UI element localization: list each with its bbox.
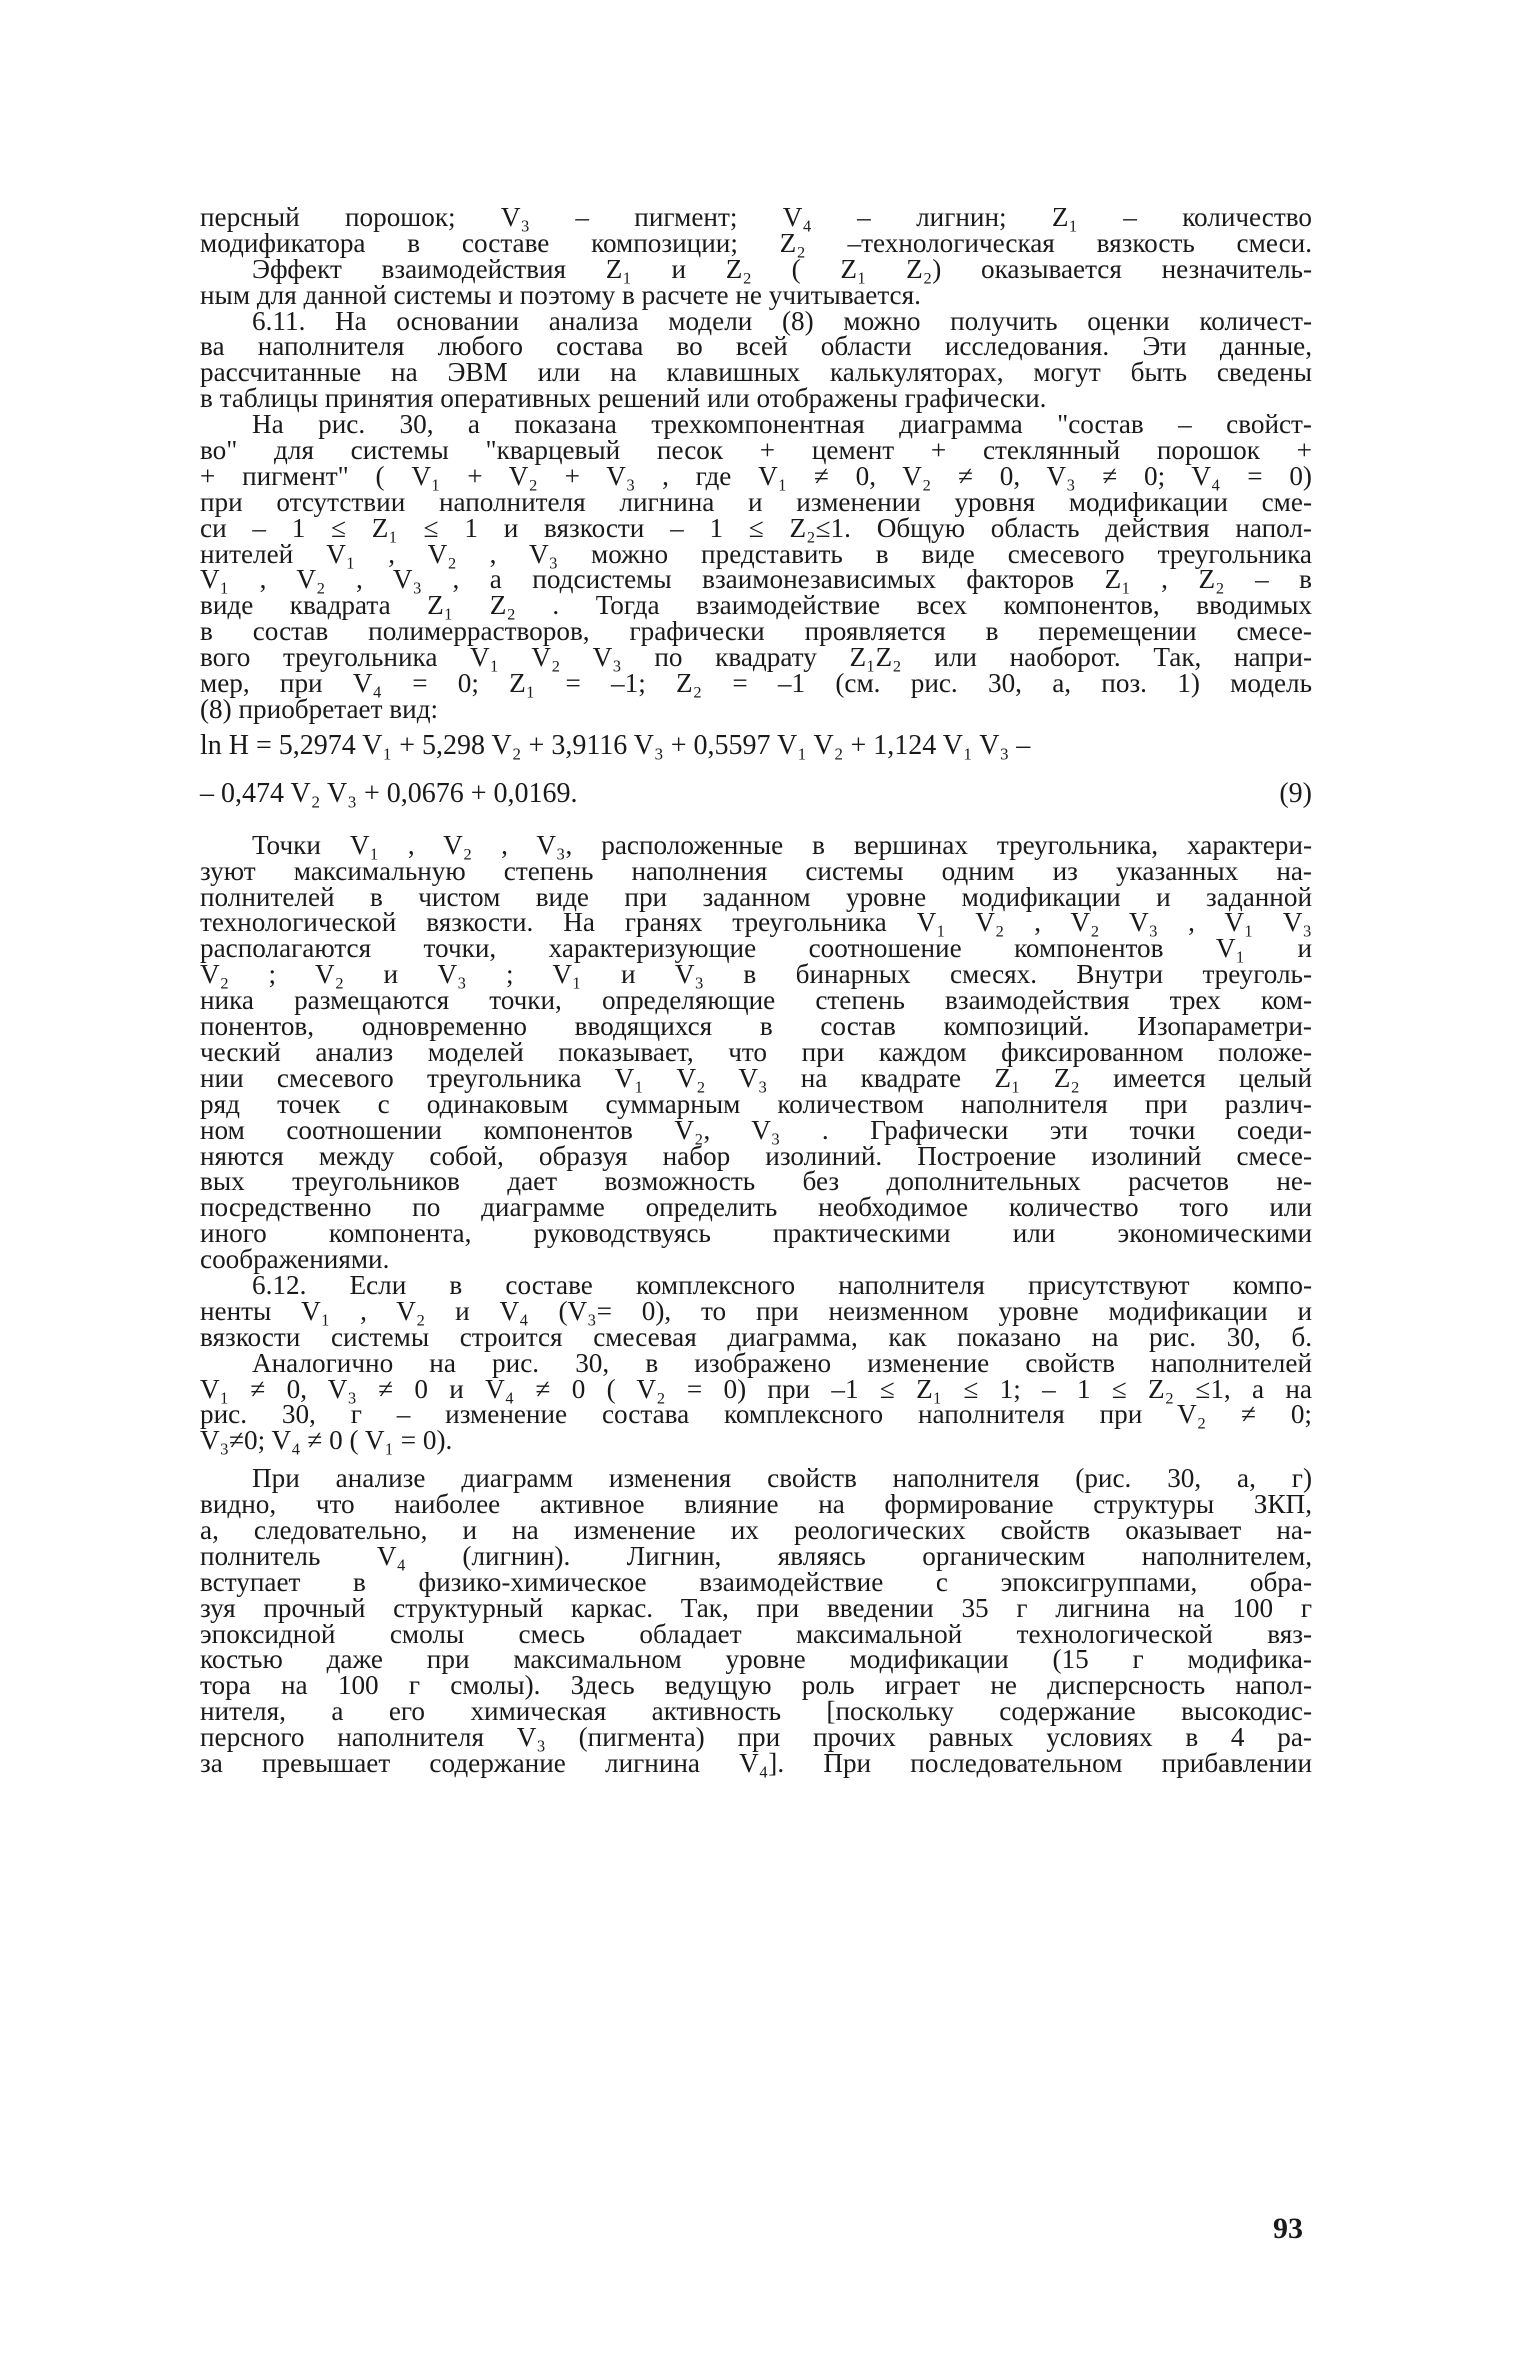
text-line: V₂ ; V₂ и V₃ ; V₁ и V₃ в бинарных смесях. Внутри треуголь- [200, 959, 1312, 990]
formula-line-2 [200, 771, 1312, 819]
text-line: персный порошок; V₃ – пигмент; V₄ – лигнин; Z₁ – количество [200, 202, 1312, 232]
text-line: нителей V₁ , V₂ , V₃ можно представить в виде смесевого треугольника [200, 538, 1312, 569]
text-line: зуя прочный структурный каркас. Так, при введении 35 г лигнина на 100 г [200, 1592, 1312, 1623]
text-line: соображениями. [200, 1244, 390, 1275]
text-line: си – 1 ≤ Z₁ ≤ 1 и вязкости – 1 ≤ Z₂≤1. Общую область действия напол- [200, 512, 1312, 543]
text-line: эпоксидной смолы смесь обладает максимальной технологической вяз- [200, 1618, 1312, 1649]
text-line: при отсутствии наполнителя лигнина и изменении уровня модификации сме- [200, 486, 1312, 517]
page-body [200, 202, 1312, 1778]
formula-line-1 [200, 723, 1312, 771]
text-line: технологической вязкости. На гранях треугольника V₁ V₂ , V₂ V₃ , V₁ V₃ [200, 907, 1312, 938]
text-line: располагаются точки, характеризующие соотношение компонентов V₁ и [200, 933, 1312, 964]
text-line: мер, при V₄ = 0; Z₁ = –1; Z₂ = –1 (см. рис. 30, а, поз. 1) модель [200, 668, 1312, 699]
text-line: виде квадрата Z₁ Z₂ . Тогда взаимодействие всех компонентов, вводимых [200, 590, 1312, 621]
text-line: ным для данной системы и поэтому в расчете не учитывается. [200, 279, 921, 310]
text-line: вых треугольников дает возможность без дополнительных расчетов не- [200, 1166, 1312, 1197]
text-line: в таблицы принятия оперативных решений или отображены графически. [200, 383, 1047, 414]
text-line: Точки V₁ , V₂ , V₃, расположенные в вершинах треугольника, характери- [252, 829, 1312, 860]
text-line: Эффект взаимодействия Z₁ и Z₂ ( Z₁ Z₂) оказывается незначитель- [252, 253, 1312, 284]
text-line: (8) приобретает вид: [200, 693, 439, 724]
text-line: 6.11. На основании анализа модели (8) можно получить оценки количест- [252, 305, 1312, 336]
text-block-a [200, 202, 1312, 724]
text-line: посредственно по диаграмме определить необходимое количество того или [200, 1192, 1312, 1223]
text-line: понентов, одновременно вводящихся в состав композиций. Изопараметри- [200, 1011, 1312, 1042]
text-block-b [200, 829, 1312, 1456]
text-line: полнитель V₄ (лигнин). Лигнин, являясь органическим наполнителем, [200, 1540, 1312, 1571]
text-line: нии смесевого треугольника V₁ V₂ V₃ на квадрате Z₁ Z₂ имеется целый [200, 1062, 1312, 1093]
text-line: При анализе диаграмм изменения свойств наполнителя (рис. 30, а, г) [252, 1463, 1312, 1494]
text-line: а, следовательно, и на изменение их реологических свойств оказывает на- [200, 1514, 1312, 1545]
text-line: V₃≠0; V₄ ≠ 0 ( V₁ = 0). [200, 1425, 453, 1456]
text-line: вступает в физико-химическое взаимодействие с эпоксигруппами, обра- [200, 1566, 1312, 1597]
formula-text-2: – 0,474 V₂ V₃ + 0,0676 + 0,0169. [200, 777, 578, 809]
formula-number: (9) [1279, 777, 1312, 809]
text-line: ненты V₁ , V₂ и V₄ (V₃= 0), то при неизменном уровне модификации и [200, 1295, 1312, 1326]
text-line: V₁ ≠ 0, V₃ ≠ 0 и V₄ ≠ 0 ( V₂ = 0) при –1 ≤ Z₁ ≤ 1; – 1 ≤ Z₂ ≤1, а на [200, 1373, 1312, 1404]
text-line: за превышает содержание лигнина V₄]. При последовательном прибавлении [200, 1747, 1312, 1778]
text-line: видно, что наиболее активное влияние на формирование структуры ЗКП, [200, 1489, 1312, 1520]
text-line: няются между собой, образуя набор изолиний. Построение изолиний смесе- [200, 1140, 1312, 1171]
text-line: модификатора в составе композиции; Z₂ –технологическая вязкость смеси. [200, 227, 1312, 258]
text-line: иного компонента, руководствуясь практическими или экономическими [200, 1218, 1312, 1249]
text-line: костью даже при максимальном уровне модификации (15 г модифика- [200, 1644, 1312, 1675]
page-number: 93 [1273, 2212, 1303, 2245]
text-line: рис. 30, г – изменение состава комплексного наполнителя при V₂ ≠ 0; [200, 1399, 1312, 1430]
text-line: рассчитанные на ЭВМ или на клавишных калькуляторах, могут быть сведены [200, 357, 1312, 388]
text-line: ном соотношении компонентов V₂, V₃ . Графически эти точки соеди- [200, 1114, 1312, 1145]
text-line: На рис. 30, а показана трехкомпонентная диаграмма "состав – свойст- [252, 409, 1312, 440]
text-line: вого треугольника V₁ V₂ V₃ по квадрату Z₁Z₂ или наоборот. Так, напри- [200, 642, 1312, 673]
text-line: ряд точек с одинаковым суммарным количеством наполнителя при различ- [200, 1088, 1312, 1119]
text-line: ника размещаются точки, определяющие степень взаимодействия трех ком- [200, 985, 1312, 1016]
text-line: ва наполнителя любого состава во всей области исследования. Эти данные, [200, 331, 1312, 362]
text-line: Аналогично на рис. 30, в изображено изменение свойств наполнителей [252, 1347, 1312, 1378]
text-line: персного наполнителя V₃ (пигмента) при прочих равных условиях в 4 ра- [200, 1722, 1312, 1753]
text-line: V₁ , V₂ , V₃ , а подсистемы взаимонезависимых факторов Z₁ , Z₂ – в [200, 564, 1312, 595]
text-line: зуют максимальную степень наполнения системы одним из указанных на- [200, 855, 1312, 886]
text-line: полнителей в чистом виде при заданном уровне модификации и заданной [200, 881, 1312, 912]
text-line: в состав полимеррастворов, графически проявляется в перемещении смесе- [200, 616, 1312, 647]
text-line: тора на 100 г смолы). Здесь ведущую роль играет не дисперсность напол- [200, 1670, 1312, 1701]
formula-text-1: ln H = 5,2974 V₁ + 5,298 V₂ + 3,9116 V₃ + 0,5597 V₁ V₂ + 1,124 V₁ V₃ – [200, 729, 1031, 761]
text-line: + пигмент" ( V₁ + V₂ + V₃ , где V₁ ≠ 0, V₂ ≠ 0, V₃ ≠ 0; V₄ = 0) [200, 460, 1312, 491]
text-line: вязкости системы строится смесевая диаграмма, как показано на рис. 30, б. [200, 1321, 1312, 1352]
text-line: 6.12. Если в составе комплексного наполнителя присутствуют компо- [252, 1269, 1312, 1300]
text-block-c [200, 1463, 1312, 1778]
text-line: во" для системы "кварцевый песок + цемент + стеклянный порошок + [200, 435, 1312, 466]
text-line: нителя, а его химическая активность [поскольку содержание высокодис- [200, 1696, 1312, 1727]
text-line: ческий анализ моделей показывает, что при каждом фиксированном положе- [200, 1036, 1312, 1067]
